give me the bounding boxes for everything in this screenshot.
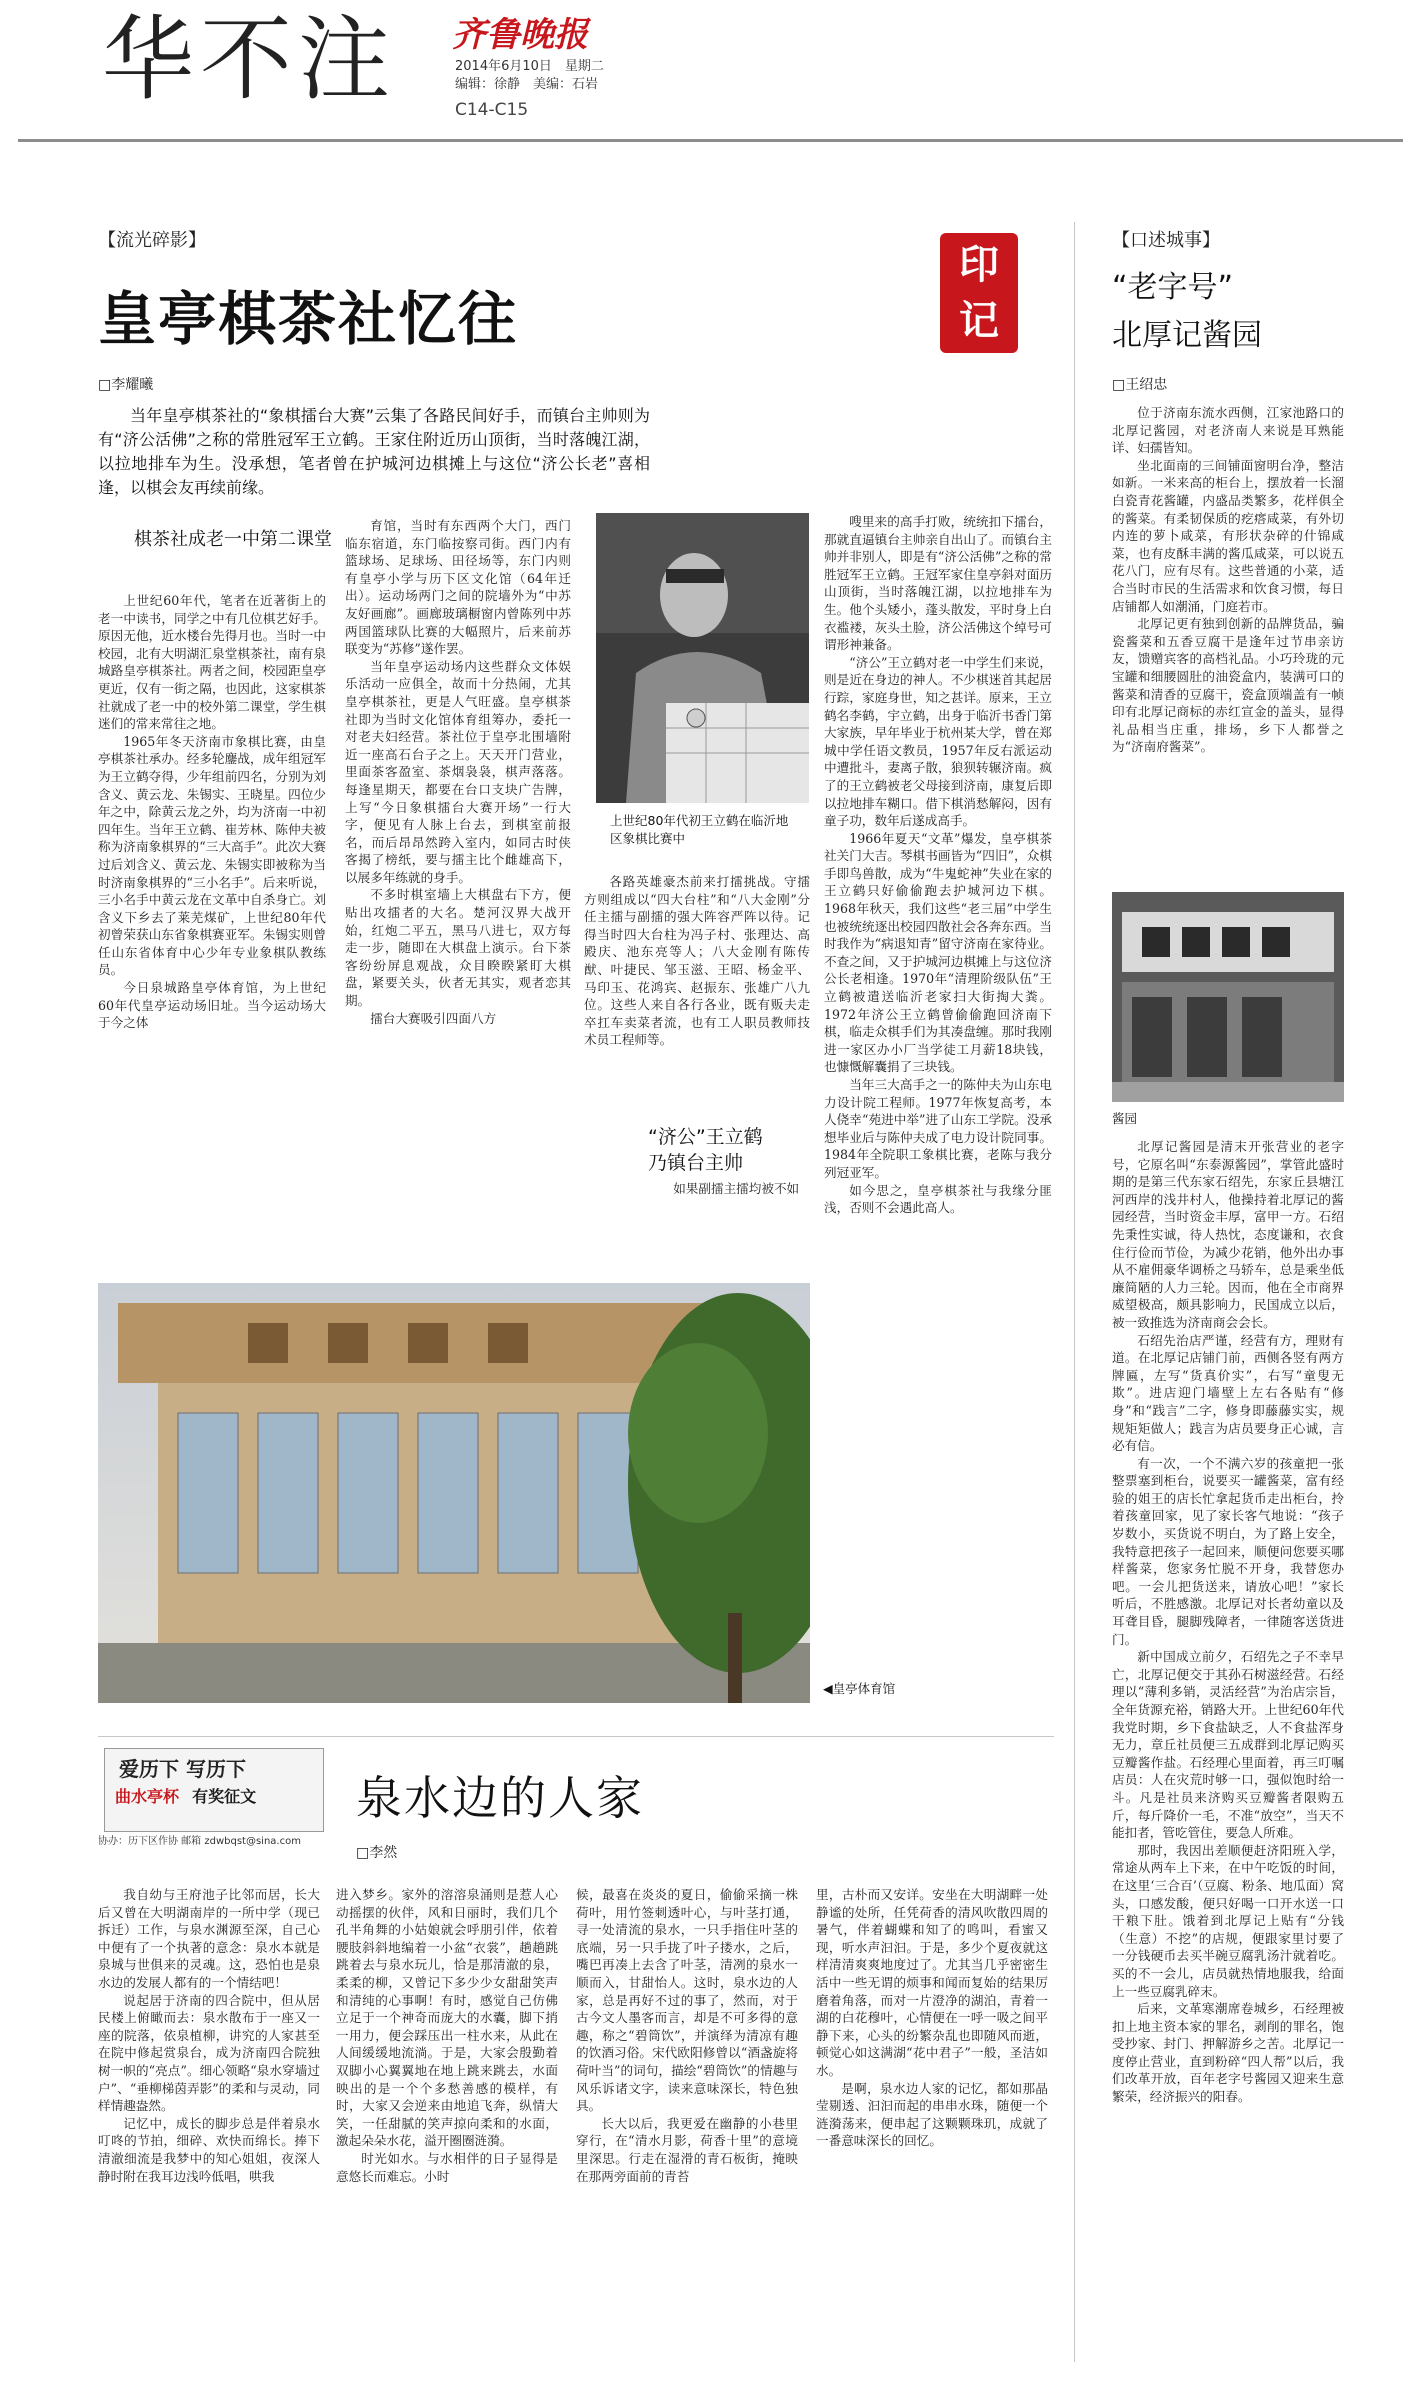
article1-col3-para: 如果副擂主擂均被不如 [673, 1181, 800, 1196]
article2-bottom-para: 新中国成立前夕，石绍先之子不幸早亡，北厚记便交于其孙石树滋经营。石经理以“薄利多销，灵活经营”为治店宗旨，全年货源充裕，销路大开。上世纪60年代我党时期，乡下食盐缺乏，人不食盐浑身无力，章丘社员便三五成群到北厚记购买豆瓣酱作盐。石经理心里面着，再三叮嘱店员：人在灾荒时够一口，强似饱时给一斗。凡是社员来济购买豆瓣酱者限购五斤，每斤降价一毛，不准“放空”，当天不能扣者，管吃管住，要急人所难。 [1112, 1649, 1344, 1841]
article1-col4-para: “济公”王立鹤对老一中学生们来说，则是近在身边的神人。不少棋迷首其起居行踪，家庭身世，知之甚详。原来，王立鹤名李鹤，宇立鹤，出身于临沂书香门第大家族，早年毕业于杭州某大学，曾在郑城中学任语文教员，1957年反右派运动中遭批斗，妻离子散，狼狈转辗济南。疯了的王立鹤被老父母接到济南，康复后即以拉地排车糊口。借下棋消愁解闷，因有童子功，数年后遂成高手。 [824, 654, 1052, 829]
article1-col4-para: 当年三大高手之一的陈仲夫为山东电力设计院工程师。1977年恢复高考，本人侥幸“苑进中举”进了山东工学院。没承想毕业后与陈仲夫成了电力设计院同事。1984年全院职工象棋比赛，老陈与我分列冠亚军。 [824, 1077, 1052, 1180]
article1-title: 皇亭棋茶社忆往 [98, 285, 519, 353]
article3-top-rule [98, 1736, 1054, 1737]
article3-col1-para: 说起居于济南的四合院中，但从居民楼上俯瞰而去：泉水散布于一座又一座的院落，依泉植柳，讲究的人家甚至在院中修起赏泉台，成为济南四合院独树一帜的“亮点”。细心领略“泉水穿墙过户”、“垂柳梯茵弄影”的柔和与灵动，同样情趣盎然。 [98, 1992, 320, 2114]
article1-col2-para: 当年皇亭运动场内这些群众文体娱乐活动一应俱全，故而十分热闹，尤其皇亭棋茶社，更是人气旺盛。皇亭棋茶社即为当时文化馆体育组筹办，委托一对老夫妇经营。茶社位于皇亭北围墙附近一座高石台子之上。天天开门营业，里面茶客盈室、茶烟袅袅，棋声落落。每逢星期天，都要在台口支块广告牌，上写“今日象棋擂台大赛开场”一行大字，便见有人脉上台去，到棋室前报名，而后昂昂然跨入室内，如同古时侠客揭了榜纸，要与擂主比个雌雄高下，以展多年练就的身手。 [345, 658, 571, 885]
article3-col4-para: 里，古朴而又安详。安坐在大明湖畔一处静谧的处所，任凭荷香的清风吹散四周的暑气，伴着蝴蝶和知了的鸣叫，看蜜又现，听水声汩汩。于是，多少个夏夜就这样清清爽爽地度过了。尤其当几乎密密生活中一些无谓的烦事和闻而复始的结果厉磨着角落，而对一片澄净的湖泊，青着一湖的白花穆叶，心情便在一呼一吸之间平静下来，心头的纷繁杂乱也即随风而逝，顿觉心如这满湖“花中君子”一般，圣洁如水。 [816, 1887, 1048, 2078]
seal-char-2: 记 [959, 298, 999, 344]
subhead2-line2: 乃镇台主帅 [648, 1152, 744, 1174]
article1-subhead-2 [648, 1124, 808, 1176]
contest-sponsor: 协办：历下区作协 邮箱 zdwbqst@sina.com [98, 1836, 301, 1847]
article2-title-line1: “老字号” [1112, 270, 1234, 305]
contest-cup: 曲水亭杯 [115, 1787, 180, 1806]
article1-col-4 [824, 513, 1052, 1708]
article2-col-bottom [1112, 1138, 1344, 2366]
article3-col-1 [98, 1886, 320, 2368]
article3-title: 泉水边的人家 [356, 1771, 644, 1825]
photo2-caption: ◀皇亭体育馆 [823, 1681, 896, 1696]
article3-col4-para: 是啊，泉水边人家的记忆，都如那晶莹剔透、汩汩而起的串串水珠，随便一个涟漪荡来，便串起了这颗颗珠玑，成就了一番意味深长的回忆。 [816, 2080, 1048, 2149]
article3-col-2 [336, 1886, 558, 2368]
article1-col4-para: 如今思之，皇亭棋茶社与我缘分匪浅，否则不会遇此高人。 [824, 1182, 1052, 1216]
article3-byline: □李然 [356, 1845, 398, 1861]
contest-name [105, 1782, 323, 1807]
article3-col1-para: 我自幼与王府池子比邻而居，长大后又曾在大明湖南岸的一所中学（现已拆迁）工作，与泉水渊源至深，自己心中便有了一个执著的意念：泉水本就是泉城与世俱来的灵魂。这，恐怕也是泉水边的发展人都有的一个情结吧！ [98, 1887, 320, 1990]
article2-column-label: 【口述城事】 [1112, 230, 1220, 251]
article2-bottom-para: 后来，文革寒潮席卷城乡，石经理被扣上地主资本家的罪名，剥削的罪名，饱受抄家、封门、押解游乡之苦。北厚记一度停止营业，直到粉碎“四人帮”以后，我们改革开放，百年老字号酱园又迎来生意繁荣，经济振兴的阳春。 [1112, 2001, 1344, 2105]
photo3-caption: 酱园 [1112, 1111, 1138, 1126]
contest-prize: 有奖征文 [192, 1787, 257, 1806]
article1-col1-para: 上世纪60年代，笔者在近著街上的老一中读书，同学之中有几位棋艺好手。原因无他，近水楼台先得月也。当时一中校园，北有大明湖汇泉堂棋茶社，南有泉城路皇亭棋茶社。两者之间，校园距皇亭更近，仅有一街之隔，也因此，这家棋茶社就成了老一中的校外第二课堂，学生棋迷们的常来常往之地。 [98, 593, 326, 732]
article3-col2-para: 时光如水。与水相伴的日子显得是意悠长而难忘。小时 [336, 2150, 558, 2184]
article1-col1-para: 今日泉城路皇亭体育馆，为上世纪60年代皇亭运动场旧址。当今运动场大于今之体 [98, 980, 326, 1031]
gymnasium-photo [98, 1283, 810, 1703]
shopfront-illustration [1112, 892, 1344, 1102]
article1-col2-para: 不多时棋室墙上大棋盘右下方，便贴出攻擂者的大名。楚河汉界大战开始，红炮二平五，黑马八进七，双方每走一步，随即在大棋盘上演示。台下茶客纷纷屏息观战，众目睽睽紧盯大棋盘，紧要关头，伙者无其实，观者恋其期。 [345, 887, 571, 1009]
masthead-divider [18, 139, 1403, 142]
article2-byline: □王绍忠 [1112, 377, 1168, 393]
article2-top-para: 坐北面南的三间铺面窗明台净，整洁如新。一米来高的柜台上，摆放着一长溜白瓷青花酱罐，内盛品类繁多，花样俱全的酱菜。有柔韧保质的疙瘩咸菜，有外切内连的萝卜咸菜，有形状杂碎的什锦咸菜，也有皮酥丰满的酱瓜咸菜，可以说五花八门，应有尽有。这些普通的小菜，适合当时市民的生活需求和饮食习惯，每日店铺都人如潮涌，门庭若市。 [1112, 457, 1344, 614]
article3-col1-para: 记忆中，成长的脚步总是伴着泉水叮咚的节拍，细碎、欢快而绵长。捧下清澈细流是我梦中的知心姐姐，夜深人静时附在我耳边浅吟低唱，哄我 [98, 2115, 320, 2184]
section-title: 华不注 [102, 6, 397, 113]
contest-slogan: 爱历下 写历下 [119, 1757, 246, 1781]
article3-col-3 [576, 1886, 798, 2368]
article2-col-top [1112, 404, 1344, 874]
article1-byline: □李耀曦 [98, 377, 154, 393]
article3-col3-para: 长大以后，我更爱在幽静的小巷里穿行，在“清水月影，荷香十里”的意境里深思。行走在湿滑的青石板街，掩映在那两旁面前的青苔 [576, 2115, 798, 2184]
seal-char-1: 印 [959, 242, 999, 288]
subhead2-line1: “济公”王立鹤 [648, 1126, 763, 1148]
essay-contest-box [104, 1748, 324, 1832]
jiangyuan-photo [1112, 892, 1344, 1102]
article2-bottom-para: 有一次，一个不满六岁的孩童把一张整票塞到柜台，说要买一罐酱菜，富有经验的姐王的店长忙拿起货币走出柜台，拎着孩童回家，见了家长客气地说：“孩子岁数小，买货说不明白，为了路上安全，我特意把孩子一起回来，顺便问您要买哪样酱菜，您家务忙脱不开身，我替您办吧。一会儿把货送来，请放心吧！”家长听后，不胜感激。北厚记对长者幼童以及耳聋目昏，腿脚残障者，一律随客送货进门。 [1112, 1455, 1344, 1647]
article1-col2-para: 育馆，当时有东西两个大门，西门临东宿道，东门临按察司街。西门内有篮球场、足球场、田径场等，东门内则有皇亭小学与历下区文化馆（64年迁出）。运动场两门之间的院墙外为“中苏友好画廊”。画廊玻璃橱窗内曾陈列中苏两国篮球队比赛的大幅照片，后来前苏联变为“苏修”遂作罢。 [345, 518, 571, 657]
photo1-caption: 上世纪80年代初王立鹤在临沂地区象棋比赛中 [610, 813, 789, 846]
page-code: C14-C15 [455, 100, 529, 120]
editor-line: 编辑：徐静 美编：石岩 [455, 77, 599, 92]
article1-col1-para: 1965年冬天济南市象棋比赛，由皇亭棋茶社承办。经多轮鏖战，成年组冠军为王立鹤夺得，少年组前四名，分别为刘含义、黄云龙、朱锡实、王晓星。四位少年之中，除黄云龙之外，均为济南一中初四年生。当年王立鹤、崔芳林、陈仲夫被称为济南象棋界的“三大高手”。此次大赛过后刘含义、黄云龙、朱锡实即被称为当时济南象棋界的“三小名手”。后来听说，三小名手中黄云龙在文革中自杀身亡。刘含义下乡去了莱芜煤矿，上世纪80年代初曾荣获山东省象棋赛亚军。朱锡实则曾任山东省体育中心少年专业象棋队教练员。 [98, 733, 326, 978]
article1-lead: 当年皇亭棋茶社的“象棋擂台大赛”云集了各路民间好手，而镇台主帅则为有“济公活佛”之称的常胜冠军王立鹤。王家住附近历山顶街，当时落魄江湖，以拉地排车为生。没承想，笔者曾在护城河边棋摊上与这位“济公长老”喜相逢，以棋会友再续前缘。 [98, 406, 650, 497]
column-divider [1074, 222, 1075, 2362]
article3-col2-para: 进入梦乡。家外的溶溶泉涌则是惹人心动摇摆的伙伴，风和日丽时，我们几个孔半角舞的小姑娘就会呼朋引伴，依着腰肢斜斜地编着一小盆“衣裳”，趟趟跳跳着去与泉水玩儿，恰是那清澈的泉，柔柔的柳，又曾记下多少少女甜甜笑声和清纯的心事啊！有时，感觉自己仿佛立足于一个神奇而庞大的水囊，脚下捎一用力，便会踩压出一柱水来，从此在人间缓缓地流淌。于是，大家会殷勤着双脚小心翼翼地在地上跳来跳去，水面映出的是一个个多愁善感的模样，有时，大家又会逆来由地追飞奔，纵情大笑，一任甜腻的笑声掠向柔和的水面，激起朵朵水花，溢开圈圈涟漪。 [336, 1887, 558, 2149]
date-line: 2014年6月10日 星期二 [455, 59, 604, 74]
portrait-illustration [596, 513, 809, 803]
yinji-seal [940, 233, 1018, 353]
article2-top-para: 位于济南东流水西侧，江家池路口的北厚记酱园，对老济南人来说是耳熟能详、妇孺皆知。 [1112, 405, 1344, 456]
article3-col3-para: 候，最喜在炎炎的夏日，偷偷采摘一株荷叶，用竹签刺透叶心，与叶茎打通，寻一处清流的泉水，一只手指住叶茎的底端，另一只手拢了叶子搂水，之后，嘴巴再凑上去含了叶茎，清冽的泉水一顺而入，甘甜怡人。这时，泉水边的人家，总是再好不过的事了，然而，对于古今文人墨客而言，却是不可多得的意趣，称之“碧筒饮”，并演绎为清凉有趣的饮酒习俗。宋代欧阳修曾以“酒盏旋将荷叶当”的词句，描绘“碧筒饮”的情趣与风乐诉诸文字，读来意味深长，特色独具。 [576, 1887, 798, 2114]
newspaper-logo: 齐鲁晚报 [452, 15, 588, 55]
article2-bottom-para: 那时，我因出差顺便赶济阳班入学，常途从两车上下来，在中午吃饭的时间，在这里‘三合百’（豆腐、粉条、地瓜面）窝头，口感发酸，便只好喝一口开水送一口干粮下肚。饿着到北厚记上贴有“分钱（生意）不挖”的店规，便跟家里讨要了一分钱硬币去买半碗豆腐乳汤汁就着吃。买的不一会儿，店员就热情地服我，给面上一些豆腐乳碎末。 [1112, 1842, 1344, 1999]
article2-top-para: 北厚记更有独到创新的品牌货品，骗瓷酱菜和五香豆腐干是逢年过节串亲访友，馈赠宾客的高档礼品。小巧玲珑的元宝罐和细腰圆肚的油瓷盒内，装满可口的酱菜和清香的豆腐干，瓷盒顶端盖有一帧印有北厚记商标的赤红宣金的盖头，显得礼品相当庄重，排场，乡下人都誉之为“济南府酱菜”。 [1112, 616, 1344, 755]
article2-bottom-para: 北厚记酱园是清末开张营业的老字号，它原名叫“东泰源酱园”，掌管此盛时期的是第三代东家石绍先，东家丘县塘江河西岸的浅井村人，他操持着北厚记的酱园经营，当时资金丰厚，富甲一方。石绍先秉性实诚，待人热忱，态度谦和，衣食住行俭而节俭，为减少花销，他外出办事从不雇佣豪华调桥之马轿车，总是乘坐低廉简陋的人力三轮。因而，他在全市商界威望极高，颇具影响力，民国成立以后，被一致推选为济南商会会长。 [1112, 1139, 1344, 1330]
wang-lihe-photo [596, 513, 809, 803]
article1-col2-para: 擂台大赛吸引四面八方 [370, 1010, 497, 1026]
article2-bottom-para: 石绍先治店严谨，经营有方，理财有道。在北厚记店铺门前，西侧各竖有两方牌匾，左写“货真价实”，右写“童叟无欺”。进店迎门墙壁上左右各贴有“修身”和“践言”二字，修身即藤藤实实，规规矩矩做人；践言为店员要身正心诚，言必有信。 [1112, 1332, 1344, 1454]
gymnasium-illustration [98, 1283, 810, 1703]
article1-col4-para: 嗖里来的高手打败，统统扣下擂台，那就直逼镇台主帅亲自出山了。而镇台主帅并非别人，即是有“济公活佛”之称的常胜冠军王立鹤。王冠军家住皇亭斜对面历山顶街，当时落魄江湖，以拉地排车为生。他个头矮小，蓬头散发，平时身上白衣褴褛，灰头土脸，济公活佛这个绰号可谓形神兼备。 [824, 514, 1052, 653]
article1-subhead-1: 棋茶社成老一中第二课堂 [134, 529, 332, 550]
article1-col3-para: 各路英雄豪杰前来打擂挑战。守擂方则组成以“四大台柱”和“八大金刚”分任主擂与副擂的强大阵容严阵以待。记得当时四大台柱为冯子村、张理达、高殿庆、池东亮等人；八大金刚有陈传猷、叶捷民、邹玉滋、王昭、杨金平、马印玉、花鸿宾、赵振东、张雄广八九位。这些人来自各行各业，既有贩夫走卒扛车卖菜者流，也有工人职员教师技术员工程师等。 [584, 874, 810, 1048]
article1-column-label: 【流光碎影】 [98, 230, 206, 251]
article1-col-1 [98, 592, 326, 1260]
article2-title-line2: 北厚记酱园 [1112, 318, 1262, 353]
article1-col-2 [345, 517, 571, 1262]
article1-col-3b [648, 1180, 808, 1204]
article1-col4-para: 1966年夏天“文革”爆发，皇亭棋茶社关门大吉。琴棋书画皆为“四旧”，众棋手即鸟兽散，成为“牛鬼蛇神”失业在家的王立鹤只好偷偷跑去护城河边下棋。1968年秋天，我们这些“老三届”中学生也被统统逐出校园四散社会各奔东西。当时我作为“病退知青”留守济南在家待业。不查之间，又于护城河边棋摊上与这位济公长老相逢。1970年“清理阶级队伍”王立鹤被遣送临沂老家扫大街掏大粪。1972年济公王立鹤曾偷偷跑回济南下棋，临走众棋手们为其凑盘缠。那时我刚进一家区办小厂当学徒工月薪18块钱，也慷慨解囊捐了三块钱。 [824, 830, 1052, 1075]
article3-col-4 [816, 1886, 1048, 2368]
